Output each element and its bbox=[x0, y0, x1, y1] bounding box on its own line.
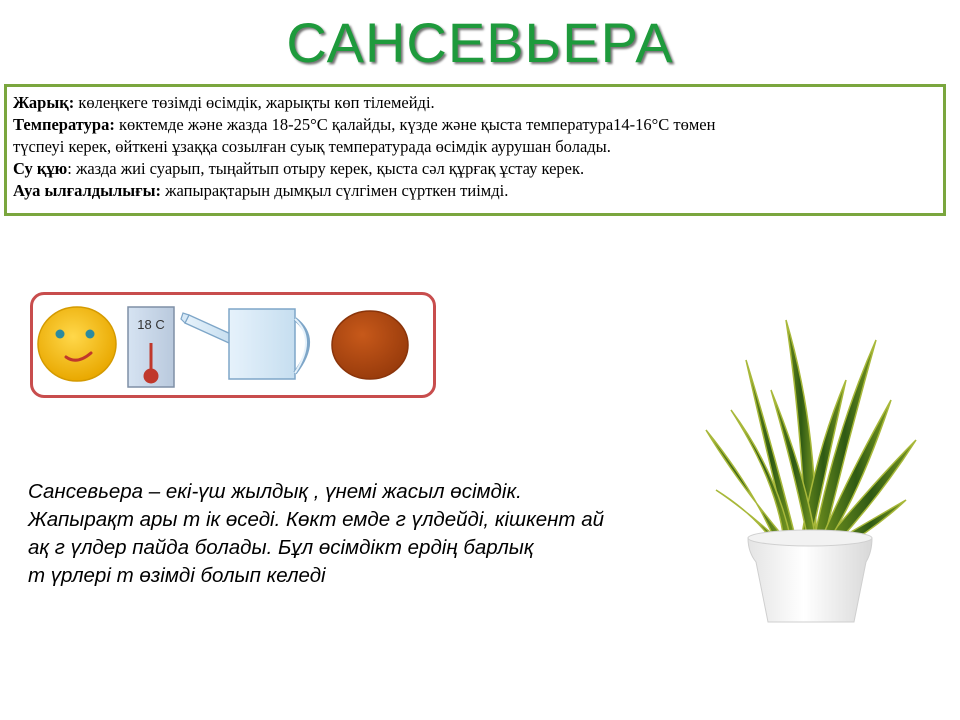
humidity-text: жапырақтарын дымқыл сүлгімен сүрткен тиімді. bbox=[161, 181, 509, 200]
light-paragraph bbox=[13, 92, 937, 114]
temperature-text-2: түспеуі керек, өйткені ұзаққа созылған суық температурада өсімдік аурушан болады. bbox=[13, 137, 611, 156]
care-icons-panel bbox=[30, 292, 436, 398]
watering-can-icon bbox=[181, 309, 308, 379]
temperature-text-1: көктемде және жазда 18-25°С қалайды, күзде және қыста температура14-16°С төмен bbox=[114, 115, 716, 134]
description-line-2: Жапырақт ары т ік өседі. Көкт емде г үлдейді, кішкент ай bbox=[28, 508, 605, 531]
temperature-label: Температура: bbox=[13, 115, 115, 134]
watering-paragraph bbox=[13, 158, 937, 180]
humidity-paragraph bbox=[13, 180, 937, 202]
plant-leaves bbox=[706, 320, 916, 548]
temperature-paragraph bbox=[13, 114, 937, 136]
watering-label: Су құю bbox=[13, 159, 68, 178]
humidity-label: Ауа ылғалдылығы: bbox=[13, 181, 162, 200]
soil-icon bbox=[332, 311, 408, 379]
thermometer-label: 18 С bbox=[137, 317, 165, 332]
sun-face-icon bbox=[38, 307, 116, 381]
care-icons-svg bbox=[33, 295, 433, 395]
description-line-1: Сансевьера – екі-үш жылдық , үнемі жасыл өсімдік. bbox=[28, 480, 522, 503]
watering-text: : жазда жиі суарып, тыңайтып отыру керек, қыста сәл құрғақ ұстау керек. bbox=[67, 159, 585, 178]
description-line-4: т үрлері т өзімді болып келеді bbox=[28, 564, 326, 587]
light-text: көлеңкеге төзімді өсімдік, жарықты көп тілемейді. bbox=[74, 93, 435, 112]
sansevieria-plant-image bbox=[676, 300, 946, 630]
description-line-3: ақ г үлдер пайда болады. Бұл өсімдікт ердің барлық bbox=[28, 536, 534, 559]
care-info-box bbox=[4, 84, 946, 216]
page-title: САНСЕВЬЕРА bbox=[286, 11, 674, 74]
light-label: Жарық: bbox=[13, 93, 75, 112]
plant-description bbox=[28, 478, 688, 590]
temperature-paragraph-cont bbox=[13, 136, 937, 158]
plant-pot bbox=[748, 530, 872, 622]
